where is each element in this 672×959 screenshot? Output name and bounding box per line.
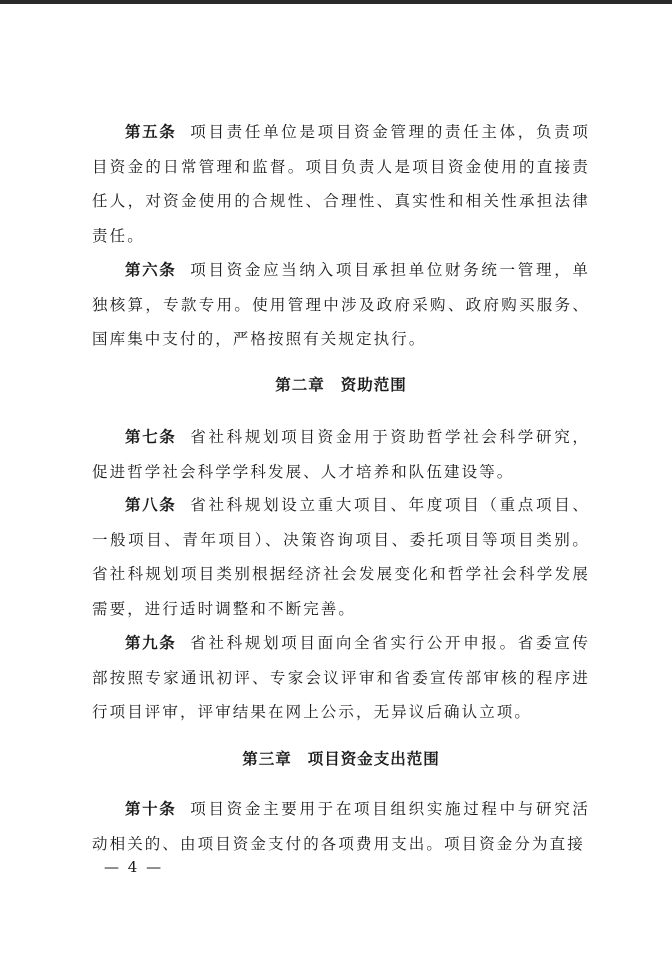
article-10-label: 第十条: [125, 800, 177, 818]
article-5: [92, 115, 590, 253]
article-10-text: 项目资金主要用于在项目组织实施过程中与研究活动相关的、由项目资金支付的各项费用支出。项目资金分为直接: [92, 800, 590, 853]
article-7: [92, 420, 590, 489]
article-8: [92, 488, 590, 626]
article-9: [92, 626, 590, 730]
article-9-text: 省社科规划项目面向全省实行公开申报。省委宣传部按照专家通讯初评、专家会议评审和省委宣传部审核的程序进行项目评审，评审结果在网上公示，无异议后确认立项。: [92, 634, 590, 721]
article-7-text: 省社科规划项目资金用于资助哲学社会科学研究，促进哲学社会科学学科发展、人才培养和队伍建设等。: [92, 428, 590, 481]
chapter-3-title: 项目资金支出范围: [307, 750, 440, 768]
page-number: — 4 —: [104, 858, 164, 876]
article-6-text: 项目资金应当纳入项目承担单位财务统一管理，单独核算，专款专用。使用管理中涉及政府采购、政府购买服务、国库集中支付的，严格按照有关规定执行。: [92, 261, 590, 348]
article-8-text: 省社科规划设立重大项目、年度项目（重点项目、一般项目、青年项目）、决策咨询项目、委托项目等项目类别。省社科规划项目类别根据经济社会发展变化和哲学社会科学发展需要，进行适时调整和不断完善。: [92, 496, 590, 618]
article-5-text: 项目责任单位是项目资金管理的责任主体，负责项目资金的日常管理和监督。项目负责人是项目资金使用的直接责任人，对资金使用的合规性、合理性、真实性和相关性承担法律责任。: [92, 123, 590, 245]
chapter-2-number: 第二章: [275, 376, 325, 394]
article-7-label: 第七条: [125, 428, 177, 446]
chapter-3-heading: [92, 747, 590, 769]
article-9-label: 第九条: [125, 634, 177, 652]
chapter-3-number: 第三章: [242, 750, 292, 768]
chapter-2-heading: [92, 373, 590, 395]
article-5-label: 第五条: [125, 123, 177, 141]
article-6-label: 第六条: [125, 261, 177, 279]
article-6: [92, 253, 590, 357]
article-10: [92, 792, 590, 861]
chapter-2-title: 资助范围: [340, 376, 407, 394]
article-8-label: 第八条: [125, 496, 177, 514]
